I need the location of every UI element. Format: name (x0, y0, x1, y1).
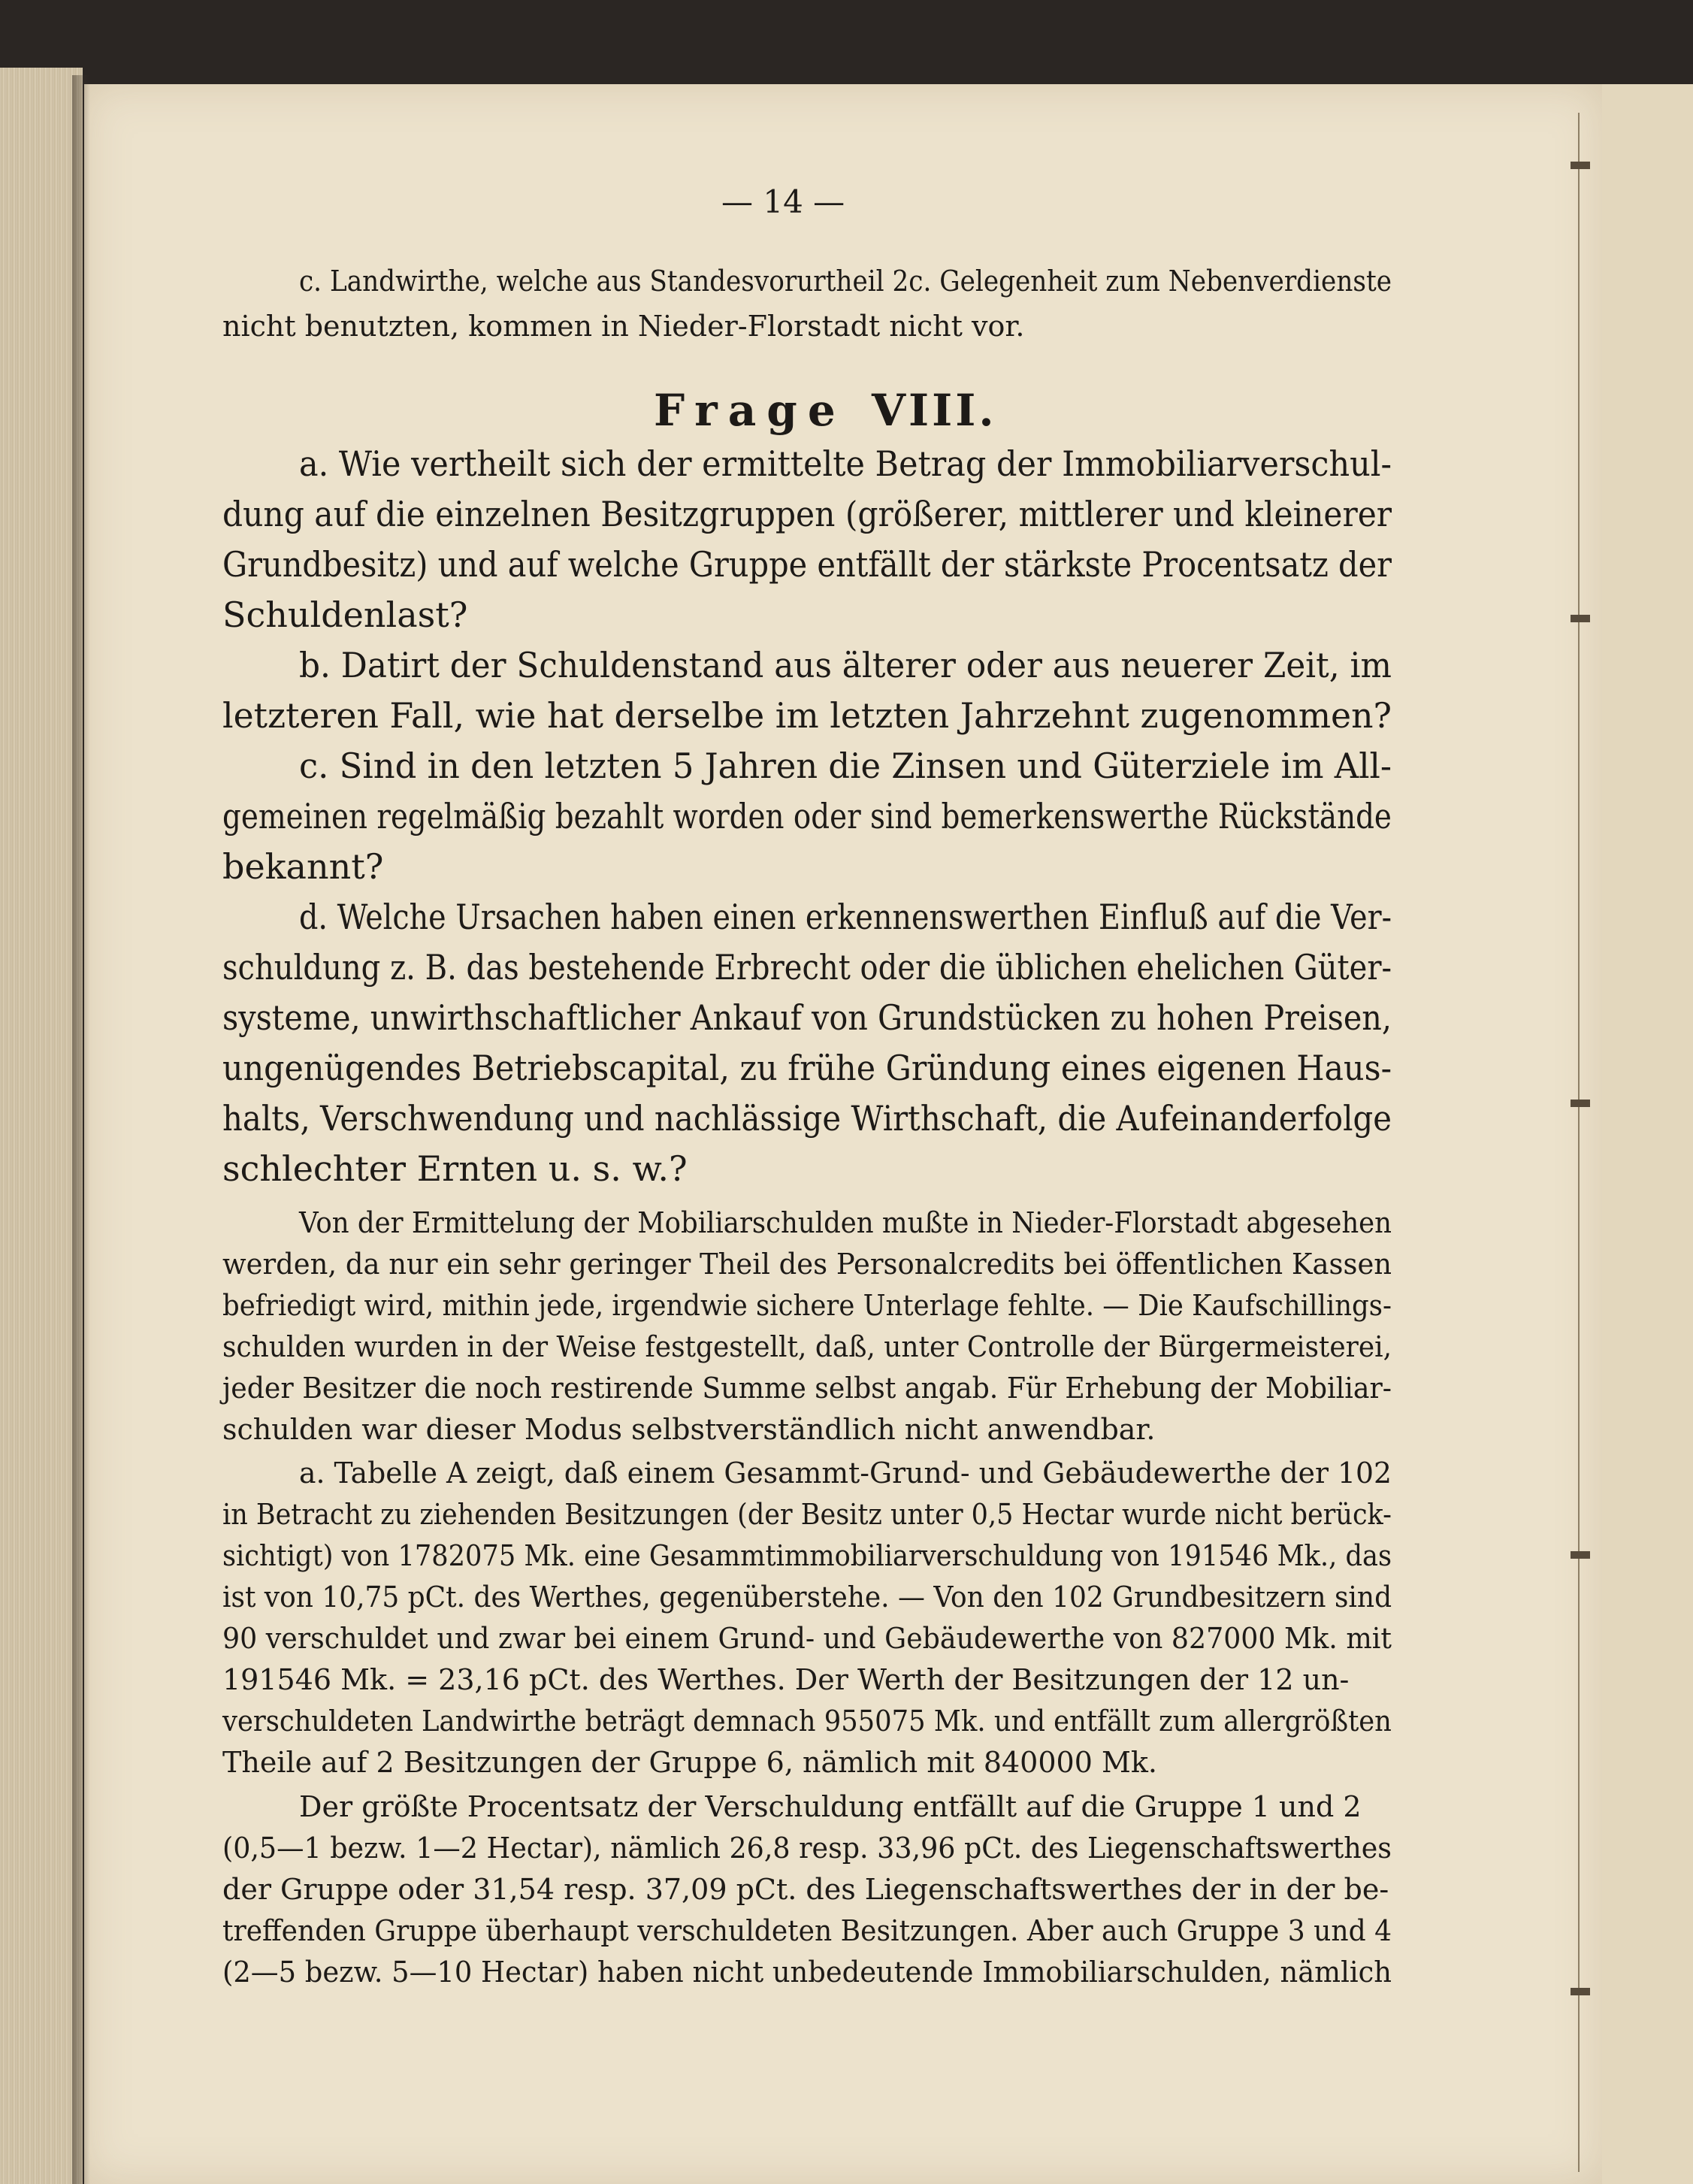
answer-line: 90 verschuldet und zwar bei einem Grund- und Gebäudewerthe von 827000 Mk. mit (222, 1622, 1392, 1655)
answer-line: in Betracht zu ziehenden Besitzungen (der Besitz unter 0,5 Hectar wurde nicht berück- (222, 1498, 1392, 1531)
section-heading (654, 385, 997, 436)
question-line: dung auf die einzelnen Besitzgruppen (größerer, mittlerer und kleinerer (222, 494, 1392, 534)
answer-line: jeder Besitzer die noch restirende Summe selbst angab. Für Erhebung der Mobiliar- (222, 1372, 1392, 1405)
answer-line: verschuldeten Landwirthe beträgt demnach 955075 Mk. und entfällt zum allergrößten (222, 1705, 1392, 1738)
intro-line: c. Landwirthe, welche aus Standesvorurtheil 2c. Gelegenheit zum Nebenverdienste (299, 265, 1392, 298)
question-line: Grundbesitz) und auf welche Gruppe entfällt der stärkste Procentsatz der (222, 544, 1392, 585)
question-line: letzteren Fall, wie hat derselbe im letzten Jahrzehnt zugenommen? (222, 695, 1392, 736)
question-line: gemeinen regelmäßig bezahlt worden oder sind bemerkenswerthe Rückstände (222, 796, 1392, 836)
question-line: Schuldenlast? (222, 594, 468, 635)
question-line: d. Welche Ursachen haben einen erkennenswerthen Einfluß auf die Ver- (299, 897, 1392, 937)
heading-numeral: VIII. (871, 385, 997, 436)
next-page-edge (1592, 84, 1693, 2184)
page-edge-line (1578, 113, 1580, 2172)
question-line: schlechter Ernten u. s. w.? (222, 1148, 688, 1189)
answer-line: Theile auf 2 Besitzungen der Gruppe 6, nämlich mit 840000 Mk. (222, 1746, 1157, 1779)
answer-line: (0,5—1 bezw. 1—2 Hectar), nämlich 26,8 resp. 33,96 pCt. des Liegenschaftswerthes (222, 1832, 1392, 1865)
answer-line: sichtigt) von 1782075 Mk. eine Gesammtimmobiliarverschuldung von 191546 Mk., das (222, 1539, 1392, 1572)
question-line: systeme, unwirthschaftlicher Ankauf von Grundstücken zu hohen Preisen, (222, 997, 1392, 1038)
answer-line: Der größte Procentsatz der Verschuldung entfällt auf die Gruppe 1 und 2 (299, 1790, 1362, 1823)
question-line: a. Wie vertheilt sich der ermittelte Betrag der Immobiliarverschul- (299, 443, 1392, 484)
heading-word: Frage (654, 385, 846, 436)
edge-mark (1571, 615, 1590, 622)
edge-mark (1571, 1551, 1590, 1559)
question-line: halts, Verschwendung und nachlässige Wirthschaft, die Aufeinanderfolge (222, 1098, 1392, 1139)
answer-line: a. Tabelle A zeigt, daß einem Gesammt-Grund- und Gebäudewerthe der 102 (299, 1457, 1392, 1490)
answer-line: 191546 Mk. = 23,16 pCt. des Werthes. Der Werth der Besitzungen der 12 un- (222, 1663, 1350, 1696)
question-line: b. Datirt der Schuldenstand aus älterer oder aus neuerer Zeit, im (299, 645, 1392, 685)
question-line: c. Sind in den letzten 5 Jahren die Zinsen und Güterziele im All- (299, 746, 1392, 786)
answer-line: treffenden Gruppe überhaupt verschuldeten Besitzungen. Aber auch Gruppe 3 und 4 (222, 1914, 1392, 1947)
answer-line: (2—5 bezw. 5—10 Hectar) haben nicht unbedeutende Immobiliarschulden, nämlich (222, 1956, 1392, 1989)
book-page-edges (0, 68, 83, 2184)
question-line: ungenügendes Betriebscapital, zu frühe Gründung eines eigenen Haus- (222, 1048, 1392, 1088)
answer-line: schulden wurden in der Weise festgestellt, daß, unter Controlle der Bürgermeisterei, (222, 1330, 1392, 1363)
intro-line: nicht benutzten, kommen in Nieder-Florstadt nicht vor. (222, 310, 1025, 343)
edge-mark (1571, 1100, 1590, 1107)
question-line: schuldung z. B. das bestehende Erbrecht oder die üblichen ehelichen Güter- (222, 947, 1392, 988)
answer-line: werden, da nur ein sehr geringer Theil des Personalcredits bei öffentlichen Kassen (222, 1248, 1392, 1281)
answer-line: schulden war dieser Modus selbstverständlich nicht anwendbar. (222, 1413, 1156, 1446)
edge-mark (1571, 162, 1590, 169)
answer-line: ist von 10,75 pCt. des Werthes, gegenüberstehe. — Von den 102 Grundbesitzern sind (222, 1581, 1392, 1614)
edge-mark (1571, 1988, 1590, 1995)
spine-shadow (72, 75, 90, 2184)
answer-line: der Gruppe oder 31,54 resp. 37,09 pCt. des Liegenschaftswerthes der in der be- (222, 1873, 1389, 1906)
question-line: bekannt? (222, 846, 384, 887)
answer-line: Von der Ermittelung der Mobiliarschulden mußte in Nieder-Florstadt abgesehen (299, 1206, 1392, 1239)
page-number: — 14 — (721, 183, 845, 220)
answer-line: befriedigt wird, mithin jede, irgendwie sichere Unterlage fehlte. — Die Kaufschillings- (222, 1289, 1392, 1322)
